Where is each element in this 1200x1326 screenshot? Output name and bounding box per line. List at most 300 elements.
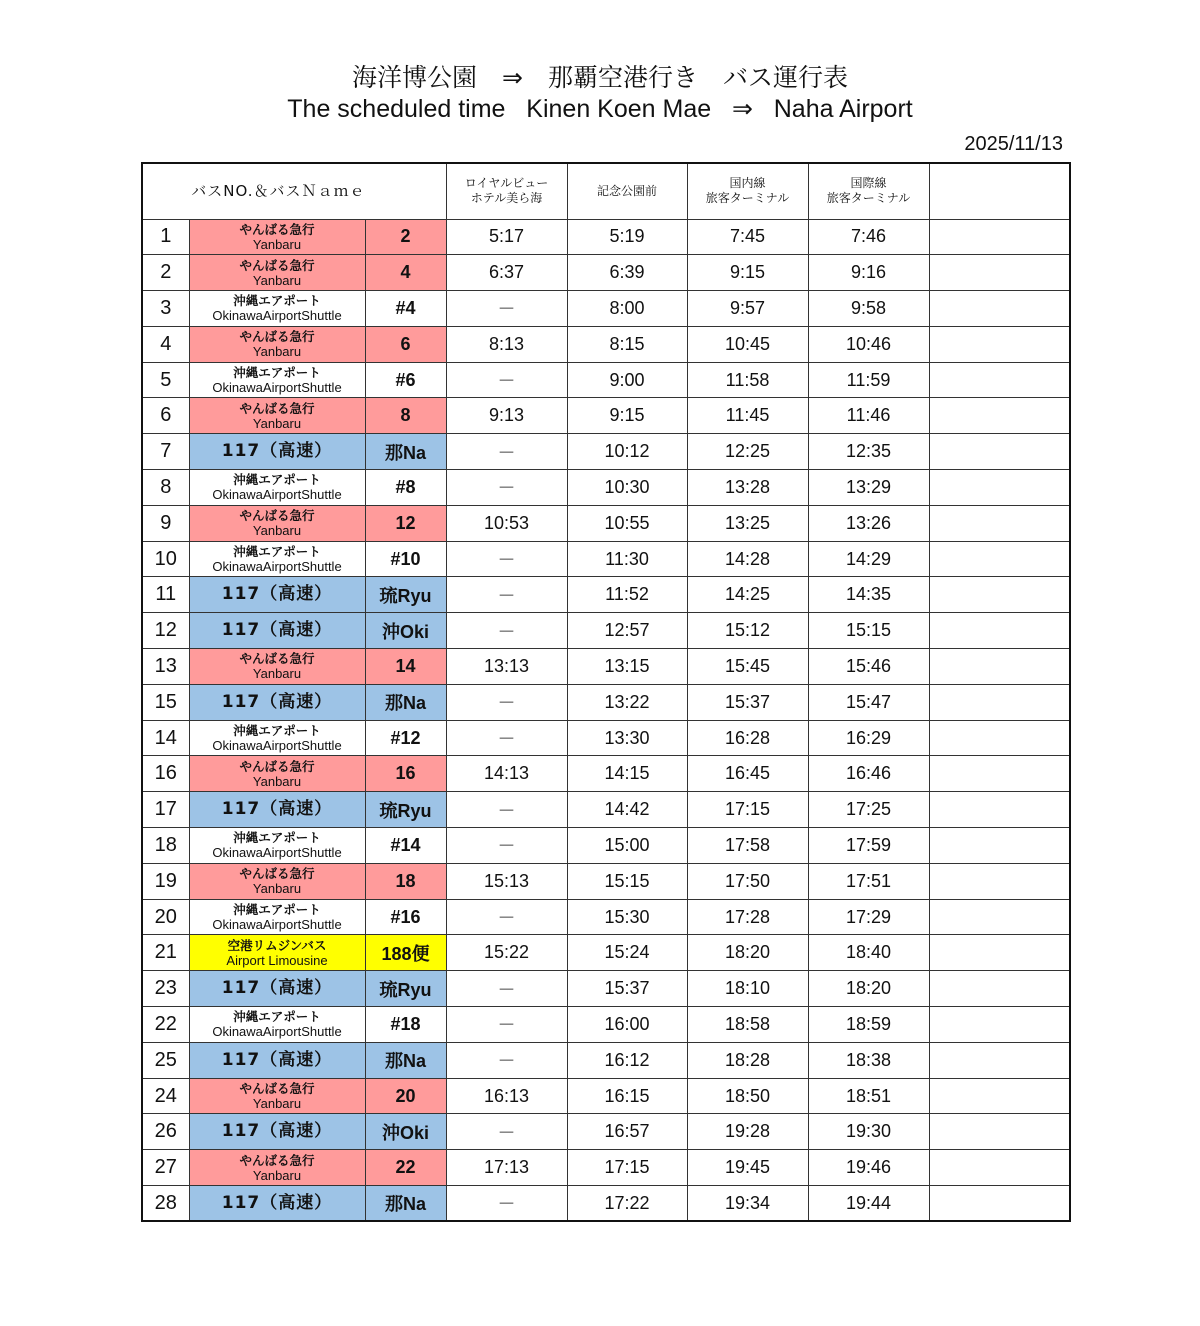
time-kinen-koen: 16:12 — [567, 1042, 687, 1078]
time-royal-view: 15:22 — [446, 935, 567, 971]
time-royal-view: － — [446, 541, 567, 577]
bus-route-name: 117（高速） — [221, 584, 333, 605]
header-domestic-line2: 旅客ターミナル — [705, 191, 790, 206]
time-kinen-koen: 14:42 — [567, 792, 687, 828]
bus-code: #14 — [365, 828, 446, 864]
table-row — [142, 649, 1070, 685]
time-international-terminal: 16:46 — [808, 756, 929, 792]
row-number: 5 — [142, 362, 189, 398]
table-row — [142, 828, 1070, 864]
bus-code: 那Na — [365, 434, 446, 470]
bus-name-english: OkinawaAirportShuttle — [212, 1024, 342, 1040]
time-kinen-koen: 12:57 — [567, 613, 687, 649]
row-number: 15 — [142, 684, 189, 720]
bus-name-cell — [189, 935, 365, 971]
extra-cell — [929, 470, 1070, 506]
row-number: 11 — [142, 577, 189, 613]
time-royal-view: － — [446, 291, 567, 327]
bus-name-japanese: やんばる急行 — [239, 1152, 315, 1168]
table-row — [142, 935, 1070, 971]
extra-cell — [929, 1150, 1070, 1186]
time-kinen-koen: 10:30 — [567, 470, 687, 506]
bus-name-japanese: やんばる急行 — [239, 400, 315, 416]
time-royal-view: － — [446, 1007, 567, 1043]
time-royal-view: － — [446, 828, 567, 864]
bus-name-japanese: 沖縄エアポート — [233, 1009, 321, 1025]
bus-route-name: 117（高速） — [221, 978, 333, 999]
time-domestic-terminal: 17:58 — [687, 828, 808, 864]
bus-code: 沖Oki — [365, 1114, 446, 1150]
header-international-terminal — [808, 163, 929, 219]
bus-code: 12 — [365, 505, 446, 541]
time-international-terminal: 19:44 — [808, 1186, 929, 1222]
bus-name-cell — [189, 1150, 365, 1186]
time-royal-view: － — [446, 434, 567, 470]
extra-cell — [929, 505, 1070, 541]
table-row — [142, 434, 1070, 470]
row-number: 8 — [142, 470, 189, 506]
bus-code: #4 — [365, 291, 446, 327]
bus-code: #10 — [365, 541, 446, 577]
bus-route-name: 117（高速） — [221, 620, 333, 641]
time-international-terminal: 18:51 — [808, 1078, 929, 1114]
table-row — [142, 792, 1070, 828]
row-number: 10 — [142, 541, 189, 577]
bus-name-japanese: やんばる急行 — [239, 651, 315, 667]
table-row — [142, 1186, 1070, 1222]
time-kinen-koen: 17:15 — [567, 1150, 687, 1186]
table-row — [142, 971, 1070, 1007]
bus-name-japanese: 沖縄エアポート — [233, 472, 321, 488]
time-royal-view: － — [446, 720, 567, 756]
table-row — [142, 398, 1070, 434]
extra-cell — [929, 219, 1070, 255]
bus-code: 琉Ryu — [365, 971, 446, 1007]
row-number: 23 — [142, 971, 189, 1007]
time-domestic-terminal: 13:25 — [687, 505, 808, 541]
time-domestic-terminal: 17:15 — [687, 792, 808, 828]
bus-name-english: Yanbaru — [252, 415, 302, 431]
time-kinen-koen: 6:39 — [567, 255, 687, 291]
table-row — [142, 1114, 1070, 1150]
time-kinen-koen: 13:15 — [567, 649, 687, 685]
bus-name-cell — [189, 219, 365, 255]
bus-name-cell — [189, 613, 365, 649]
time-kinen-koen: 14:15 — [567, 756, 687, 792]
time-international-terminal: 16:29 — [808, 720, 929, 756]
time-royal-view: － — [446, 1042, 567, 1078]
row-number: 1 — [142, 219, 189, 255]
time-international-terminal: 11:46 — [808, 398, 929, 434]
time-domestic-terminal: 18:58 — [687, 1007, 808, 1043]
time-kinen-koen: 15:00 — [567, 828, 687, 864]
bus-name-english: OkinawaAirportShuttle — [212, 308, 342, 324]
table-row — [142, 219, 1070, 255]
time-royal-view: 13:13 — [446, 649, 567, 685]
extra-cell — [929, 613, 1070, 649]
table-row — [142, 613, 1070, 649]
time-royal-view: 17:13 — [446, 1150, 567, 1186]
extra-cell — [929, 398, 1070, 434]
bus-name-japanese: 沖縄エアポート — [233, 723, 321, 739]
time-domestic-terminal: 14:28 — [687, 541, 808, 577]
table-row — [142, 470, 1070, 506]
bus-code: 4 — [365, 255, 446, 291]
bus-name-cell — [189, 863, 365, 899]
bus-name-japanese: やんばる急行 — [239, 257, 315, 273]
time-domestic-terminal: 9:15 — [687, 255, 808, 291]
bus-name-cell — [189, 398, 365, 434]
time-domestic-terminal: 15:37 — [687, 684, 808, 720]
table-row — [142, 291, 1070, 327]
bus-code: 2 — [365, 219, 446, 255]
row-number: 18 — [142, 828, 189, 864]
bus-name-cell — [189, 792, 365, 828]
time-international-terminal: 17:51 — [808, 863, 929, 899]
header-royal-view — [446, 163, 567, 219]
row-number: 6 — [142, 398, 189, 434]
extra-cell — [929, 1042, 1070, 1078]
extra-cell — [929, 792, 1070, 828]
table-row — [142, 1078, 1070, 1114]
row-number: 7 — [142, 434, 189, 470]
bus-name-japanese: 沖縄エアポート — [233, 365, 321, 381]
time-domestic-terminal: 15:45 — [687, 649, 808, 685]
time-domestic-terminal: 14:25 — [687, 577, 808, 613]
bus-code: 那Na — [365, 684, 446, 720]
extra-cell — [929, 720, 1070, 756]
bus-name-cell — [189, 1114, 365, 1150]
time-international-terminal: 15:15 — [808, 613, 929, 649]
time-royal-view: － — [446, 1114, 567, 1150]
bus-route-name: 117（高速） — [221, 1049, 333, 1070]
bus-name-english: Yanbaru — [252, 773, 302, 789]
bus-name-english: Yanbaru — [252, 1167, 302, 1183]
table-row — [142, 684, 1070, 720]
row-number: 3 — [142, 291, 189, 327]
time-royal-view: 9:13 — [446, 398, 567, 434]
time-royal-view: 10:53 — [446, 505, 567, 541]
bus-code: 沖Oki — [365, 613, 446, 649]
time-domestic-terminal: 18:10 — [687, 971, 808, 1007]
bus-code: 琉Ryu — [365, 577, 446, 613]
page-title-japanese: 海洋博公園 ⇒ 那覇空港行き バス運行表 — [352, 63, 848, 92]
time-international-terminal: 9:16 — [808, 255, 929, 291]
time-international-terminal: 11:59 — [808, 362, 929, 398]
time-domestic-terminal: 11:45 — [687, 398, 808, 434]
bus-name-english: OkinawaAirportShuttle — [212, 380, 342, 396]
time-kinen-koen: 16:57 — [567, 1114, 687, 1150]
time-kinen-koen: 15:15 — [567, 863, 687, 899]
schedule-date: 2025/11/13 — [964, 133, 1063, 155]
extra-cell — [929, 863, 1070, 899]
time-royal-view: － — [446, 792, 567, 828]
time-international-terminal: 12:35 — [808, 434, 929, 470]
time-royal-view: － — [446, 613, 567, 649]
bus-name-english: OkinawaAirportShuttle — [212, 738, 342, 754]
header-bus-name: バスNO.＆バスＮａｍｅ — [142, 163, 446, 219]
time-international-terminal: 18:40 — [808, 935, 929, 971]
extra-cell — [929, 1114, 1070, 1150]
extra-cell — [929, 899, 1070, 935]
extra-cell — [929, 291, 1070, 327]
bus-name-cell — [189, 362, 365, 398]
bus-route-name: 117（高速） — [221, 691, 333, 712]
bus-name-cell — [189, 1042, 365, 1078]
time-kinen-koen: 9:15 — [567, 398, 687, 434]
time-royal-view: － — [446, 899, 567, 935]
time-royal-view: － — [446, 577, 567, 613]
header-royal-view-line1: ロイヤルビュー — [464, 176, 549, 191]
time-royal-view: 15:13 — [446, 863, 567, 899]
time-kinen-koen: 10:12 — [567, 434, 687, 470]
time-international-terminal: 14:29 — [808, 541, 929, 577]
time-royal-view: 6:37 — [446, 255, 567, 291]
time-domestic-terminal: 7:45 — [687, 219, 808, 255]
time-international-terminal: 15:47 — [808, 684, 929, 720]
time-international-terminal: 17:29 — [808, 899, 929, 935]
bus-name-cell — [189, 828, 365, 864]
bus-name-cell — [189, 756, 365, 792]
bus-code: #6 — [365, 362, 446, 398]
row-number: 9 — [142, 505, 189, 541]
table-row — [142, 720, 1070, 756]
time-international-terminal: 15:46 — [808, 649, 929, 685]
time-domestic-terminal: 11:58 — [687, 362, 808, 398]
bus-code: 8 — [365, 398, 446, 434]
bus-code: 那Na — [365, 1186, 446, 1222]
bus-name-japanese: 沖縄エアポート — [233, 544, 321, 560]
time-international-terminal: 18:59 — [808, 1007, 929, 1043]
bus-code: 188便 — [365, 935, 446, 971]
bus-name-cell — [189, 899, 365, 935]
bus-name-english: Yanbaru — [252, 344, 302, 360]
header-intl-line2: 旅客ターミナル — [826, 191, 911, 206]
time-international-terminal: 19:46 — [808, 1150, 929, 1186]
bus-name-japanese: 空港リムジンバス — [227, 937, 327, 953]
time-international-terminal: 13:29 — [808, 470, 929, 506]
extra-cell — [929, 1186, 1070, 1222]
bus-code: 那Na — [365, 1042, 446, 1078]
time-domestic-terminal: 18:28 — [687, 1042, 808, 1078]
header-domestic-line1: 国内線 — [729, 176, 766, 191]
bus-name-cell — [189, 1186, 365, 1222]
bus-name-cell — [189, 684, 365, 720]
page-title-english: The scheduled time Kinen Koen Mae ⇒ Naha Airport — [287, 95, 913, 123]
time-kinen-koen: 17:22 — [567, 1186, 687, 1222]
table-row — [142, 863, 1070, 899]
extra-cell — [929, 828, 1070, 864]
extra-cell — [929, 362, 1070, 398]
time-kinen-koen: 8:15 — [567, 326, 687, 362]
extra-cell — [929, 649, 1070, 685]
row-number: 27 — [142, 1150, 189, 1186]
bus-route-name: 117（高速） — [221, 441, 333, 462]
bus-name-english: OkinawaAirportShuttle — [212, 487, 342, 503]
row-number: 19 — [142, 863, 189, 899]
row-number: 16 — [142, 756, 189, 792]
extra-cell — [929, 1078, 1070, 1114]
row-number: 26 — [142, 1114, 189, 1150]
time-royal-view: 8:13 — [446, 326, 567, 362]
table-row — [142, 255, 1070, 291]
bus-route-name: 117（高速） — [221, 799, 333, 820]
bus-name-japanese: やんばる急行 — [239, 758, 315, 774]
bus-schedule-table — [141, 162, 1071, 1222]
table-row — [142, 899, 1070, 935]
bus-name-english: Airport Limousine — [226, 952, 328, 968]
time-kinen-koen: 8:00 — [567, 291, 687, 327]
bus-name-japanese: やんばる急行 — [239, 508, 315, 524]
time-domestic-terminal: 18:50 — [687, 1078, 808, 1114]
time-domestic-terminal: 9:57 — [687, 291, 808, 327]
time-domestic-terminal: 19:45 — [687, 1150, 808, 1186]
time-international-terminal: 18:20 — [808, 971, 929, 1007]
table-row — [142, 326, 1070, 362]
row-number: 21 — [142, 935, 189, 971]
time-royal-view: 16:13 — [446, 1078, 567, 1114]
bus-name-cell — [189, 720, 365, 756]
row-number: 22 — [142, 1007, 189, 1043]
time-kinen-koen: 9:00 — [567, 362, 687, 398]
bus-name-cell — [189, 541, 365, 577]
extra-cell — [929, 434, 1070, 470]
time-international-terminal: 18:38 — [808, 1042, 929, 1078]
bus-name-cell — [189, 470, 365, 506]
bus-name-japanese: やんばる急行 — [239, 221, 315, 237]
time-royal-view: － — [446, 684, 567, 720]
bus-name-english: OkinawaAirportShuttle — [212, 917, 342, 933]
row-number: 13 — [142, 649, 189, 685]
extra-cell — [929, 326, 1070, 362]
bus-name-japanese: やんばる急行 — [239, 866, 315, 882]
extra-cell — [929, 684, 1070, 720]
bus-name-english: Yanbaru — [252, 272, 302, 288]
bus-name-cell — [189, 971, 365, 1007]
time-royal-view: 14:13 — [446, 756, 567, 792]
time-royal-view: － — [446, 470, 567, 506]
row-number: 17 — [142, 792, 189, 828]
bus-name-cell — [189, 577, 365, 613]
time-kinen-koen: 15:37 — [567, 971, 687, 1007]
time-domestic-terminal: 16:45 — [687, 756, 808, 792]
time-domestic-terminal: 16:28 — [687, 720, 808, 756]
bus-name-english: Yanbaru — [252, 881, 302, 897]
bus-code: 14 — [365, 649, 446, 685]
extra-cell — [929, 935, 1070, 971]
bus-name-english: Yanbaru — [252, 236, 302, 252]
bus-route-name: 117（高速） — [221, 1192, 333, 1213]
schedule-body — [142, 219, 1070, 1221]
bus-name-japanese: やんばる急行 — [239, 329, 315, 345]
bus-name-japanese: やんばる急行 — [239, 1081, 315, 1097]
row-number: 12 — [142, 613, 189, 649]
time-kinen-koen: 10:55 — [567, 505, 687, 541]
time-kinen-koen: 11:30 — [567, 541, 687, 577]
bus-name-english: Yanbaru — [252, 523, 302, 539]
bus-name-cell — [189, 326, 365, 362]
time-domestic-terminal: 13:28 — [687, 470, 808, 506]
row-number: 14 — [142, 720, 189, 756]
time-kinen-koen: 13:30 — [567, 720, 687, 756]
time-kinen-koen: 13:22 — [567, 684, 687, 720]
bus-name-japanese: 沖縄エアポート — [233, 902, 321, 918]
header-kinen-koen: 記念公園前 — [567, 163, 687, 219]
header-intl-line1: 国際線 — [850, 176, 887, 191]
bus-code: #8 — [365, 470, 446, 506]
time-kinen-koen: 16:00 — [567, 1007, 687, 1043]
time-international-terminal: 17:59 — [808, 828, 929, 864]
header-domestic-terminal — [687, 163, 808, 219]
bus-name-cell — [189, 1078, 365, 1114]
table-row — [142, 541, 1070, 577]
time-kinen-koen: 16:15 — [567, 1078, 687, 1114]
bus-name-japanese: 沖縄エアポート — [233, 293, 321, 309]
bus-name-cell — [189, 649, 365, 685]
time-international-terminal: 9:58 — [808, 291, 929, 327]
bus-code: #16 — [365, 899, 446, 935]
bus-code: #12 — [365, 720, 446, 756]
bus-name-english: OkinawaAirportShuttle — [212, 845, 342, 861]
header-extra — [929, 163, 1070, 219]
table-row — [142, 505, 1070, 541]
extra-cell — [929, 756, 1070, 792]
time-international-terminal: 17:25 — [808, 792, 929, 828]
bus-code: 22 — [365, 1150, 446, 1186]
bus-name-cell — [189, 255, 365, 291]
table-row — [142, 362, 1070, 398]
time-domestic-terminal: 19:28 — [687, 1114, 808, 1150]
time-royal-view: － — [446, 971, 567, 1007]
time-international-terminal: 7:46 — [808, 219, 929, 255]
row-number: 25 — [142, 1042, 189, 1078]
row-number: 2 — [142, 255, 189, 291]
bus-name-cell — [189, 1007, 365, 1043]
time-kinen-koen: 15:30 — [567, 899, 687, 935]
extra-cell — [929, 1007, 1070, 1043]
time-domestic-terminal: 12:25 — [687, 434, 808, 470]
time-domestic-terminal: 17:28 — [687, 899, 808, 935]
bus-code: 16 — [365, 756, 446, 792]
bus-name-cell — [189, 291, 365, 327]
row-number: 4 — [142, 326, 189, 362]
extra-cell — [929, 577, 1070, 613]
bus-name-japanese: 沖縄エアポート — [233, 830, 321, 846]
extra-cell — [929, 255, 1070, 291]
bus-code: 琉Ryu — [365, 792, 446, 828]
time-royal-view: 5:17 — [446, 219, 567, 255]
table-row — [142, 756, 1070, 792]
time-kinen-koen: 5:19 — [567, 219, 687, 255]
extra-cell — [929, 971, 1070, 1007]
time-domestic-terminal: 15:12 — [687, 613, 808, 649]
bus-name-english: OkinawaAirportShuttle — [212, 559, 342, 575]
time-kinen-koen: 15:24 — [567, 935, 687, 971]
time-domestic-terminal: 17:50 — [687, 863, 808, 899]
bus-code: 6 — [365, 326, 446, 362]
time-international-terminal: 13:26 — [808, 505, 929, 541]
bus-name-cell — [189, 505, 365, 541]
time-international-terminal: 19:30 — [808, 1114, 929, 1150]
bus-code: #18 — [365, 1007, 446, 1043]
row-number: 20 — [142, 899, 189, 935]
row-number: 24 — [142, 1078, 189, 1114]
time-kinen-koen: 11:52 — [567, 577, 687, 613]
table-row — [142, 577, 1070, 613]
time-international-terminal: 14:35 — [808, 577, 929, 613]
bus-code: 20 — [365, 1078, 446, 1114]
bus-name-english: Yanbaru — [252, 1096, 302, 1112]
